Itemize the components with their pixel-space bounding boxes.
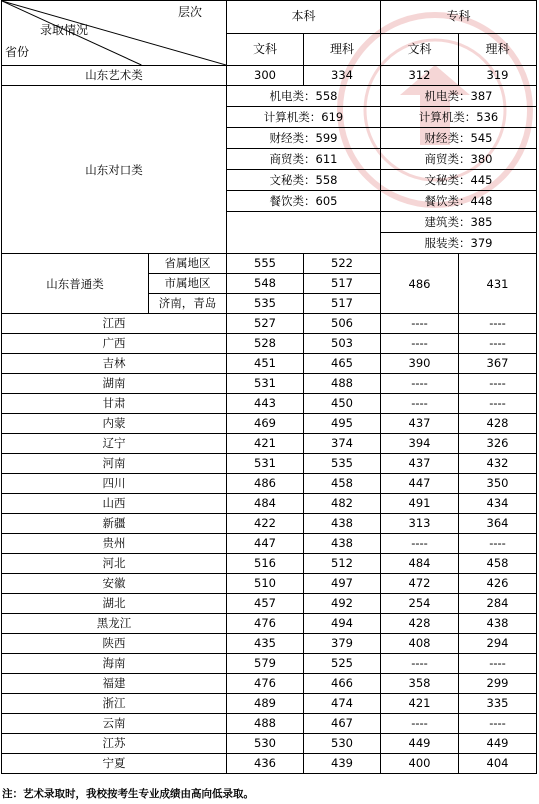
vocational-undergrad-cell [227,86,381,254]
score-cell: 313 [381,514,459,534]
score-cell: 437 [381,414,459,434]
province-cell: 陕西 [2,634,227,654]
score-cell: 364 [459,514,537,534]
province-cell: 湖南 [2,374,227,394]
score-cell: 484 [227,494,304,514]
score-cell: ---- [381,394,459,414]
score-cell: 394 [381,434,459,454]
score-cell: 469 [227,414,304,434]
diagonal-header-cell [2,1,227,66]
vocational-item: 商贸类：611 [227,149,380,170]
province-cell: 海南 [2,654,227,674]
score-cell: ---- [459,654,537,674]
province-cell: 黑龙江 [2,614,227,634]
province-rows [2,314,537,774]
score-cell: 510 [227,574,304,594]
province-cell: 湖北 [2,594,227,614]
score-cell: 300 [227,66,304,86]
region-cell: 省属地区 [149,254,227,274]
score-cell: 535 [227,294,304,314]
score-cell: 443 [227,394,304,414]
province-cell: 山西 [2,494,227,514]
table-row [2,694,537,714]
score-cell: 335 [459,694,537,714]
score-cell: 312 [381,66,459,86]
score-cell: 517 [304,294,381,314]
province-cell: 山东艺术类 [2,66,227,86]
score-cell: ---- [459,534,537,554]
table-row [2,674,537,694]
score-cell: 535 [304,454,381,474]
score-cell: 379 [304,634,381,654]
table-row [2,314,537,334]
score-cell: 434 [459,494,537,514]
score-cell: 299 [459,674,537,694]
score-cell: 484 [381,554,459,574]
score-cell: 447 [381,474,459,494]
score-cell: 516 [227,554,304,574]
table-row [2,514,537,534]
province-cell: 内蒙 [2,414,227,434]
vocational-item: 文秘类：445 [381,170,536,191]
score-cell: 457 [227,594,304,614]
admission-label: 录取情况 [40,23,89,37]
score-cell: 488 [227,714,304,734]
table-row [2,474,537,494]
score-cell: 517 [304,274,381,294]
score-cell: ---- [381,314,459,334]
admission-score-table [1,0,537,774]
score-cell: 438 [304,514,381,534]
score-cell: 439 [304,754,381,774]
score-cell: 474 [304,694,381,714]
vocational-item-empty [227,212,380,232]
table-row [2,454,537,474]
table-row [2,614,537,634]
score-cell: 494 [304,614,381,634]
score-cell: ---- [381,654,459,674]
score-cell: 465 [304,354,381,374]
score-cell: ---- [459,334,537,354]
score-cell: 426 [459,574,537,594]
score-cell: 506 [304,314,381,334]
score-cell: 528 [227,334,304,354]
score-cell: 530 [304,734,381,754]
score-cell: 512 [304,554,381,574]
table-row [2,574,537,594]
vocational-item: 餐饮类：605 [227,191,380,212]
score-cell: 334 [304,66,381,86]
table-row [2,554,537,574]
vocational-item: 财经类：599 [227,128,380,149]
province-cell: 辽宁 [2,434,227,454]
vocational-item: 服装类：379 [424,236,493,250]
vocational-item: 财经类：545 [381,128,536,149]
province-cell: 福建 [2,674,227,694]
score-cell: 467 [304,714,381,734]
score-cell: ---- [381,714,459,734]
province-cell: 宁夏 [2,754,227,774]
table-row [2,714,537,734]
score-cell: 472 [381,574,459,594]
score-cell: 422 [227,514,304,534]
score-cell: 450 [304,394,381,414]
score-cell: ---- [381,534,459,554]
province-cell: 山东对口类 [2,86,227,254]
score-cell: 431 [459,254,537,314]
score-cell: 449 [459,734,537,754]
table-row [2,354,537,374]
province-cell: 安徽 [2,574,227,594]
score-cell: ---- [381,334,459,354]
score-cell: 284 [459,594,537,614]
score-cell: 404 [459,754,537,774]
table-row [2,334,537,354]
score-cell: 492 [304,594,381,614]
table-row [2,754,537,774]
score-cell: 489 [227,694,304,714]
undergrad-header: 本科 [227,1,381,34]
province-cell: 新疆 [2,514,227,534]
score-cell: 486 [227,474,304,494]
table-row [2,594,537,614]
province-cell: 浙江 [2,694,227,714]
score-cell: 294 [459,634,537,654]
score-cell: 449 [381,734,459,754]
vocational-item: 机电类：558 [227,86,380,107]
score-cell: 390 [381,354,459,374]
score-cell: 438 [459,614,537,634]
score-cell: 437 [381,454,459,474]
score-cell: ---- [459,714,537,734]
vocational-row [2,86,537,254]
province-cell: 江西 [2,314,227,334]
score-cell: 358 [381,674,459,694]
vocational-college-cell [381,86,537,254]
score-cell: 579 [227,654,304,674]
score-cell: 458 [459,554,537,574]
score-cell: 438 [304,534,381,554]
score-cell: 497 [304,574,381,594]
score-cell: ---- [459,314,537,334]
undergrad-arts-header: 文科 [227,33,304,66]
score-cell: 486 [381,254,459,314]
score-cell: 447 [227,534,304,554]
province-cell: 江苏 [2,734,227,754]
vocational-item: 建筑类：385 [381,212,536,233]
score-cell: 531 [227,374,304,394]
undergrad-science-header: 理科 [304,33,381,66]
province-cell: 云南 [2,714,227,734]
province-cell: 河北 [2,554,227,574]
score-cell: 491 [381,494,459,514]
score-cell: 530 [227,734,304,754]
score-cell: ---- [459,394,537,414]
score-cell: 527 [227,314,304,334]
province-label: 省份 [5,45,30,59]
score-cell: 408 [381,634,459,654]
college-header: 专科 [381,1,537,34]
footnote: 注：艺术录取时，我校按考生专业成绩由高向低录取。 [2,788,254,800]
score-cell: 428 [459,414,537,434]
score-cell: 400 [381,754,459,774]
score-cell: 531 [227,454,304,474]
region-cell: 市属地区 [149,274,227,294]
score-cell: 436 [227,754,304,774]
score-cell: 421 [381,694,459,714]
province-cell: 吉林 [2,354,227,374]
province-cell: 广西 [2,334,227,354]
province-cell: 甘肃 [2,394,227,414]
score-cell: 458 [304,474,381,494]
vocational-item: 商贸类：380 [381,149,536,170]
table-row [2,494,537,514]
vocational-item: 计算机类：536 [381,107,536,128]
score-cell: 319 [459,66,537,86]
score-cell: 374 [304,434,381,454]
score-cell: ---- [459,374,537,394]
table-row [2,66,537,86]
table-row [2,654,537,674]
score-cell: 495 [304,414,381,434]
score-cell: 503 [304,334,381,354]
province-cell: 山东普通类 [2,254,149,314]
vocational-item: 机电类：387 [381,86,536,107]
table-row [2,434,537,454]
level-label: 层次 [177,5,202,19]
score-cell: 421 [227,434,304,454]
province-cell: 贵州 [2,534,227,554]
score-cell: 466 [304,674,381,694]
score-cell: 476 [227,674,304,694]
score-cell: 488 [304,374,381,394]
score-cell: 432 [459,454,537,474]
college-science-header: 理科 [459,33,537,66]
score-cell: 522 [304,254,381,274]
table-row [2,414,537,434]
table-row [2,254,537,274]
province-cell: 四川 [2,474,227,494]
score-cell: 350 [459,474,537,494]
score-cell: 482 [304,494,381,514]
province-cell: 河南 [2,454,227,474]
table-row [2,534,537,554]
vocational-item: 计算机类：619 [227,107,380,128]
table-row [2,394,537,414]
table-row [2,734,537,754]
score-cell: 555 [227,254,304,274]
region-cell: 济南，青岛 [149,294,227,314]
score-cell: 451 [227,354,304,374]
vocational-item: 餐饮类：448 [381,191,536,212]
score-cell: 548 [227,274,304,294]
score-cell: 435 [227,634,304,654]
college-arts-header: 文科 [381,33,459,66]
score-cell: 476 [227,614,304,634]
table-row [2,634,537,654]
vocational-item: 文秘类：558 [227,170,380,191]
score-cell: ---- [381,374,459,394]
score-cell: 367 [459,354,537,374]
score-cell: 254 [381,594,459,614]
score-cell: 525 [304,654,381,674]
score-cell: 326 [459,434,537,454]
table-row [2,374,537,394]
score-cell: 428 [381,614,459,634]
